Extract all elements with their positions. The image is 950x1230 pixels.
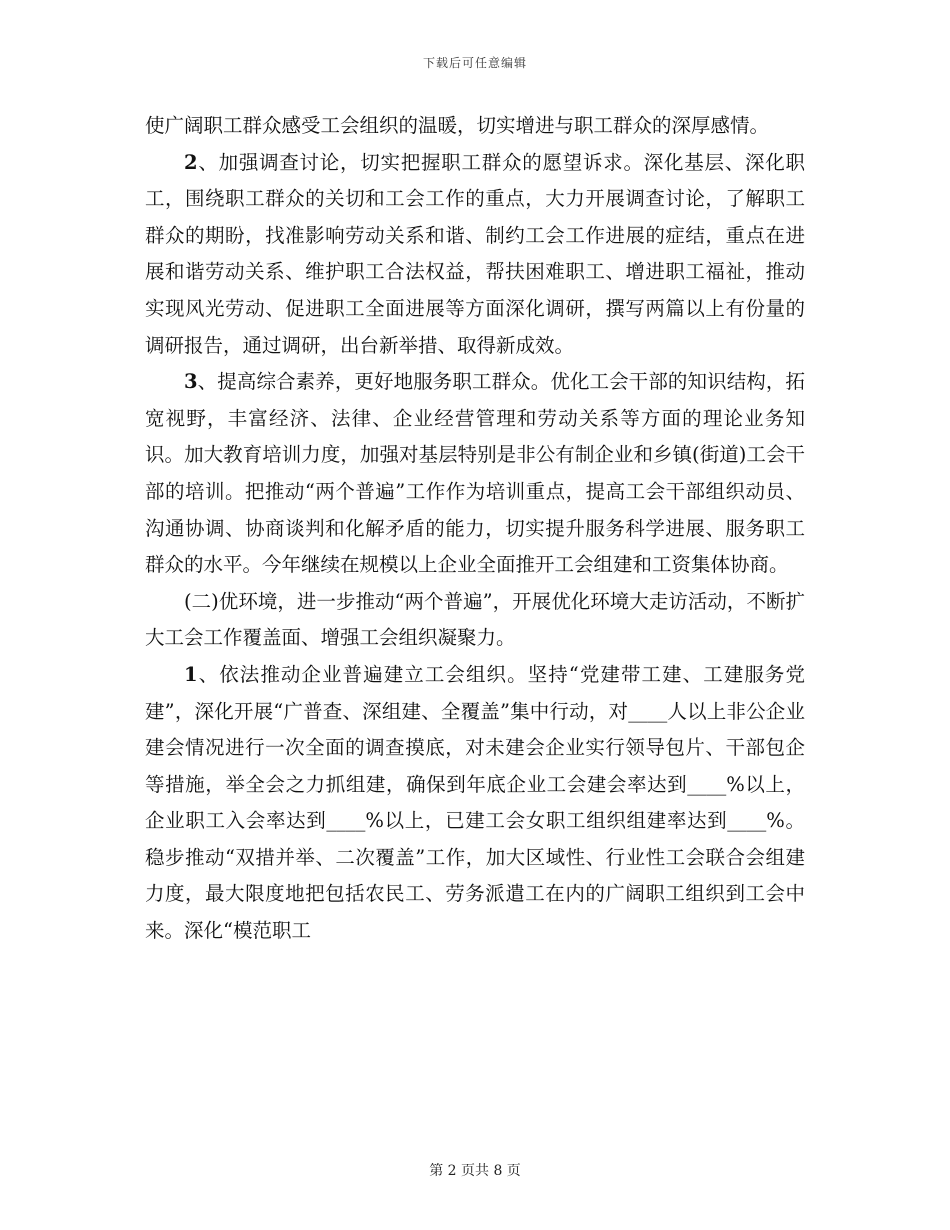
paragraph-2 — [145, 145, 805, 365]
page-header: 下载后可任意编辑 — [422, 56, 527, 70]
paragraph-4-text: (二)优环境，进一步推动“两个普遍”，开展优化环境大走访活动，不断扩大工会工作覆盖面、增强工会组织凝聚力。 — [145, 589, 805, 650]
paragraph-3 — [145, 364, 805, 584]
paragraph-2-text: 、加强调查讨论，切实把握职工群众的愿望诉求。深化基层、深化职工，围绕职工群众的关切和工会工作的重点，大力开展调查讨论，了解职工群众的期盼，找准影响劳动关系和谐、制约工会工作进展的症结，重点在进展和谐劳动关系、维护职工合法权益，帮扶困难职工、增进职工福祉，推动实现风光劳动、促进职工全面进展等方面深化调研，撰写两篇以上有份量的调研报告，通过调研，出台新举措、取得新成效。 — [145, 150, 805, 357]
paragraph-5-number: 1 — [184, 662, 198, 686]
paragraph-1 — [145, 108, 805, 145]
paragraph-2-number: 2 — [184, 150, 198, 174]
paragraph-4 — [145, 584, 805, 657]
document-body — [145, 108, 805, 950]
paragraph-5 — [145, 657, 805, 950]
paragraph-1-text: 使广阔职工群众感受工会组织的温暖，切实增进与职工群众的深厚感情。 — [145, 114, 770, 137]
page-footer: 第 2 页共 8 页 — [429, 1163, 521, 1179]
paragraph-5-text: 、依法推动企业普遍建立工会组织。坚持“党建带工建、工建服务党建”，深化开展“广普查、深组建、全覆盖”集中行动，对____人以上非公企业建会情况进行一次全面的调查摸底，对未建会企业实行领导包片、干部包企等措施，举全会之力抓组建，确保到年底企业工会建会率达到____%以上，企业职工入会率达到____%以上，已建工会女职工组织组建率达到____%。稳步推动“双措并举、二次覆盖”工作，加大区域性、行业性工会联合会组建力度，最大限度地把包括农民工、劳务派遣工在内的广阔职工组织到工会中来。深化“模范职工 — [145, 662, 805, 943]
paragraph-3-number: 3 — [184, 370, 198, 394]
paragraph-3-text: 、提高综合素养，更好地服务职工群众。优化工会干部的知识结构，拓宽视野，丰富经济、法律、企业经营管理和劳动关系等方面的理论业务知识。加大教育培训力度，加强对基层特别是非公有制企业和乡镇(街道)工会干部的培训。把推动“两个普遍”工作作为培训重点，提高工会干部组织动员、沟通协调、协商谈判和化解矛盾的能力，切实提升服务科学进展、服务职工群众的水平。今年继续在规模以上企业全面推开工会组建和工资集体协商。 — [145, 370, 805, 577]
